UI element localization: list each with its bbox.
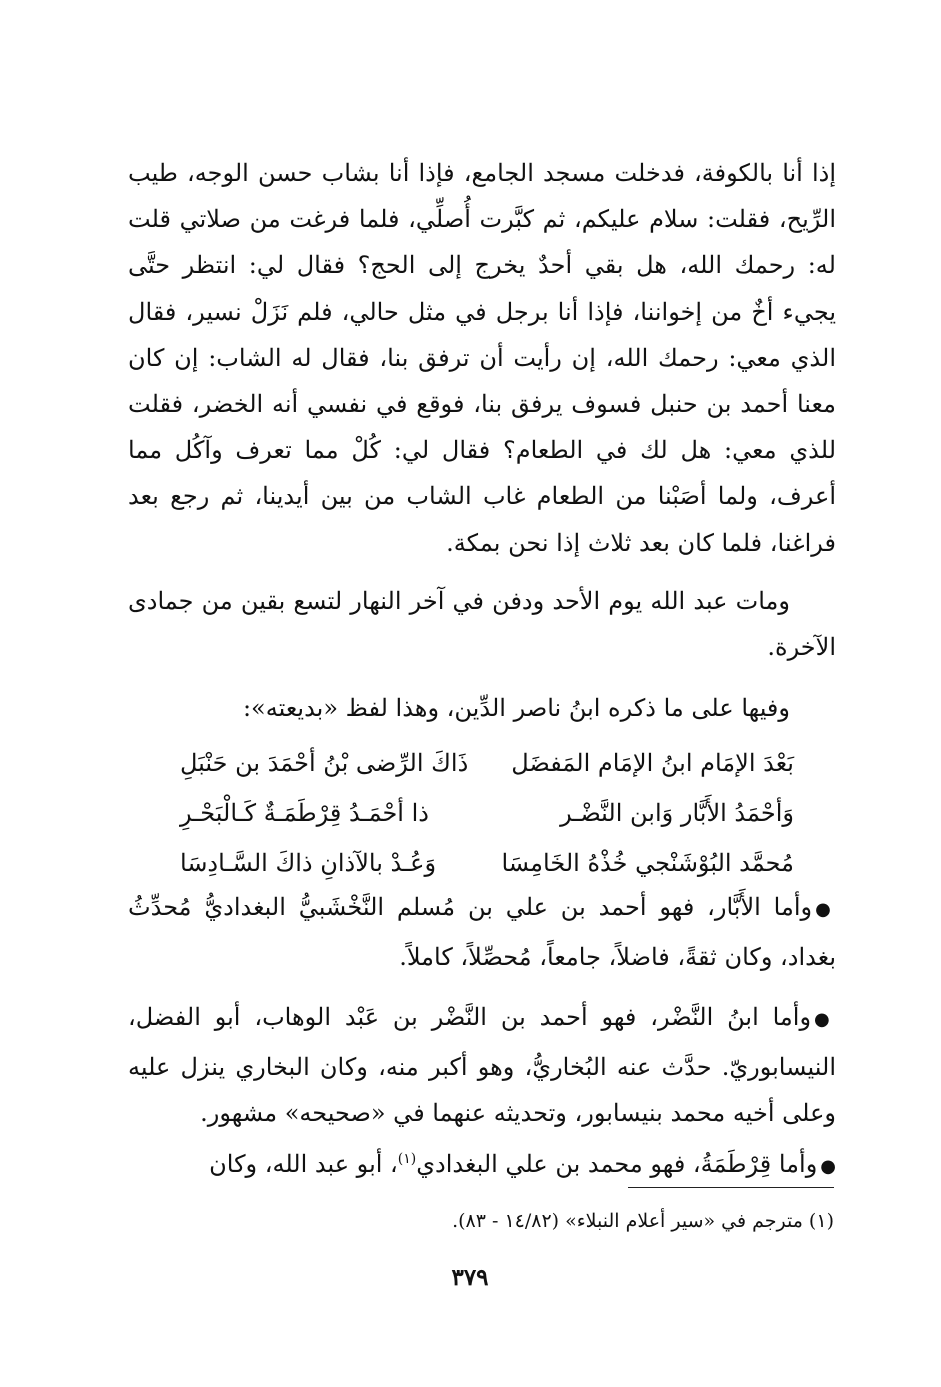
poem bbox=[180, 738, 794, 888]
poem-hemistich-first: وَأحْمَدُ الأَبَّار وَابن النَّضْـر bbox=[560, 799, 794, 827]
poem-hemistich-second: ذَاكَ الرِّضى بْنُ أحْمَدَ بن حَنْبَلِ bbox=[180, 749, 469, 777]
footnote-divider bbox=[628, 1187, 834, 1188]
biography-qurtama bbox=[128, 1136, 836, 1191]
poem-hemistich-second: ذا أحْمَـدُ قِرْطَمَـةٌ كَـالْبَحْـرِ bbox=[180, 799, 429, 827]
death-paragraph: ومات عبد الله يوم الأحد ودفن في آخر النهار لتسع بقين من جمادى الآخرة. bbox=[128, 587, 836, 661]
poem-verse bbox=[180, 788, 794, 838]
biography-ibn-al-nadr bbox=[128, 994, 836, 1137]
biography-text: وأما قِرْطَمَةُ، فهو محمد بن علي البغدادي bbox=[416, 1150, 818, 1178]
bullet-icon: ● bbox=[820, 1156, 836, 1177]
poem-hemistich-first: بَعْدَ الإمَام ابنُ الإمَام المَفضَل bbox=[511, 749, 794, 777]
narrative-line: معي: رحمك الله، إن رأيت أن ترفق بنا، فقال له الشاب: إن كان معنا bbox=[128, 343, 836, 419]
biography-text: ، أبو عبد الله، وكان bbox=[209, 1150, 398, 1178]
narrative-line: إذا أنا بالكوفة، فدخلت مسجد الجامع، فإذا أنا بشاب حسن الوجه، طيب bbox=[128, 159, 836, 187]
narrative-paragraph bbox=[128, 150, 836, 566]
bullet-icon: ● bbox=[815, 899, 836, 920]
poem-intro: وفيها على ما ذكره ابنُ ناصر الدِّين، وهذا لفظ «بديعته»: bbox=[242, 694, 790, 722]
poem-verse bbox=[180, 738, 794, 788]
bullet-icon: ● bbox=[814, 1009, 836, 1030]
biography-abbar bbox=[128, 884, 836, 980]
footnote: (١) مترجم في «سير أعلام النبلاء» (١٤/٨٢ - ٨٣). bbox=[452, 1210, 834, 1232]
narrative-line: معي: هل لك في الطعام؟ فقال لي: كُلْ مما تعرف وآكُل مما أعرف، ولما bbox=[128, 436, 836, 511]
biography-text: وأما الأَبَّار، فهو أحمد بن علي بن مُسلم النَّخْشَبيُّ البغداديُّ مُحدِّثُ بغداد، وكان ثقةً، فاضلاً، جامعاً، مُحصِّلاً، كاملاً. bbox=[128, 893, 836, 971]
narrative-line: أصَبْنا من الطعام غاب الشاب من بين أيدينا، ثم رجع بعد فراغنا، فلما كان bbox=[128, 482, 836, 557]
poem-hemistich-first: مُحمَّد البُوْشَنْجي خُذْهُ الخَامِسَا bbox=[501, 849, 794, 877]
narrative-line: الرِّيح، فقلت: سلام عليكم، ثم كبَّرت أُصلِّي، فلما فرغت من صلاتي قلت bbox=[128, 205, 836, 234]
poem-hemistich-second: وَعُـدْ بالآذانِ ذاكَ السَّـادِسَا bbox=[180, 849, 437, 877]
narrative-line: أخٌ من إخواننا، فإذا أنا برجل في مثل حالي، فلم نَزَلْ نسير، فقال الذي bbox=[128, 297, 836, 372]
narrative-line: له: رحمك الله، هل بقي أحدٌ يخرج إلى الحج؟ فقال لي: انتظر حتَّى يجيء bbox=[128, 251, 836, 326]
page-number: ٣٧٩ bbox=[451, 1264, 489, 1291]
narrative-line: أحمد بن حنبل فسوف يرفق بنا، فوقع في نفسي أنه الخضر، فقلت للذي bbox=[128, 390, 836, 465]
footnote-reference[interactable]: (١) bbox=[397, 1151, 417, 1167]
poem-verse bbox=[180, 838, 794, 888]
narrative-line: بعد ثلاث إذا نحن بمكة. bbox=[446, 528, 670, 557]
biography-text: وأما ابنُ النَّضْر، فهو أحمد بن النَّضْر بن عَبْد الوهاب، أبو الفضل، النيسابوريّ. حدَّث عنه البُخاريُّ، وهو أكبر منه، وكان البخاري ينزل عليه وعلى أخيه محمد بنيسابور، وتحديثه عنهما في «صحيحه» مشهور. bbox=[128, 1003, 836, 1127]
